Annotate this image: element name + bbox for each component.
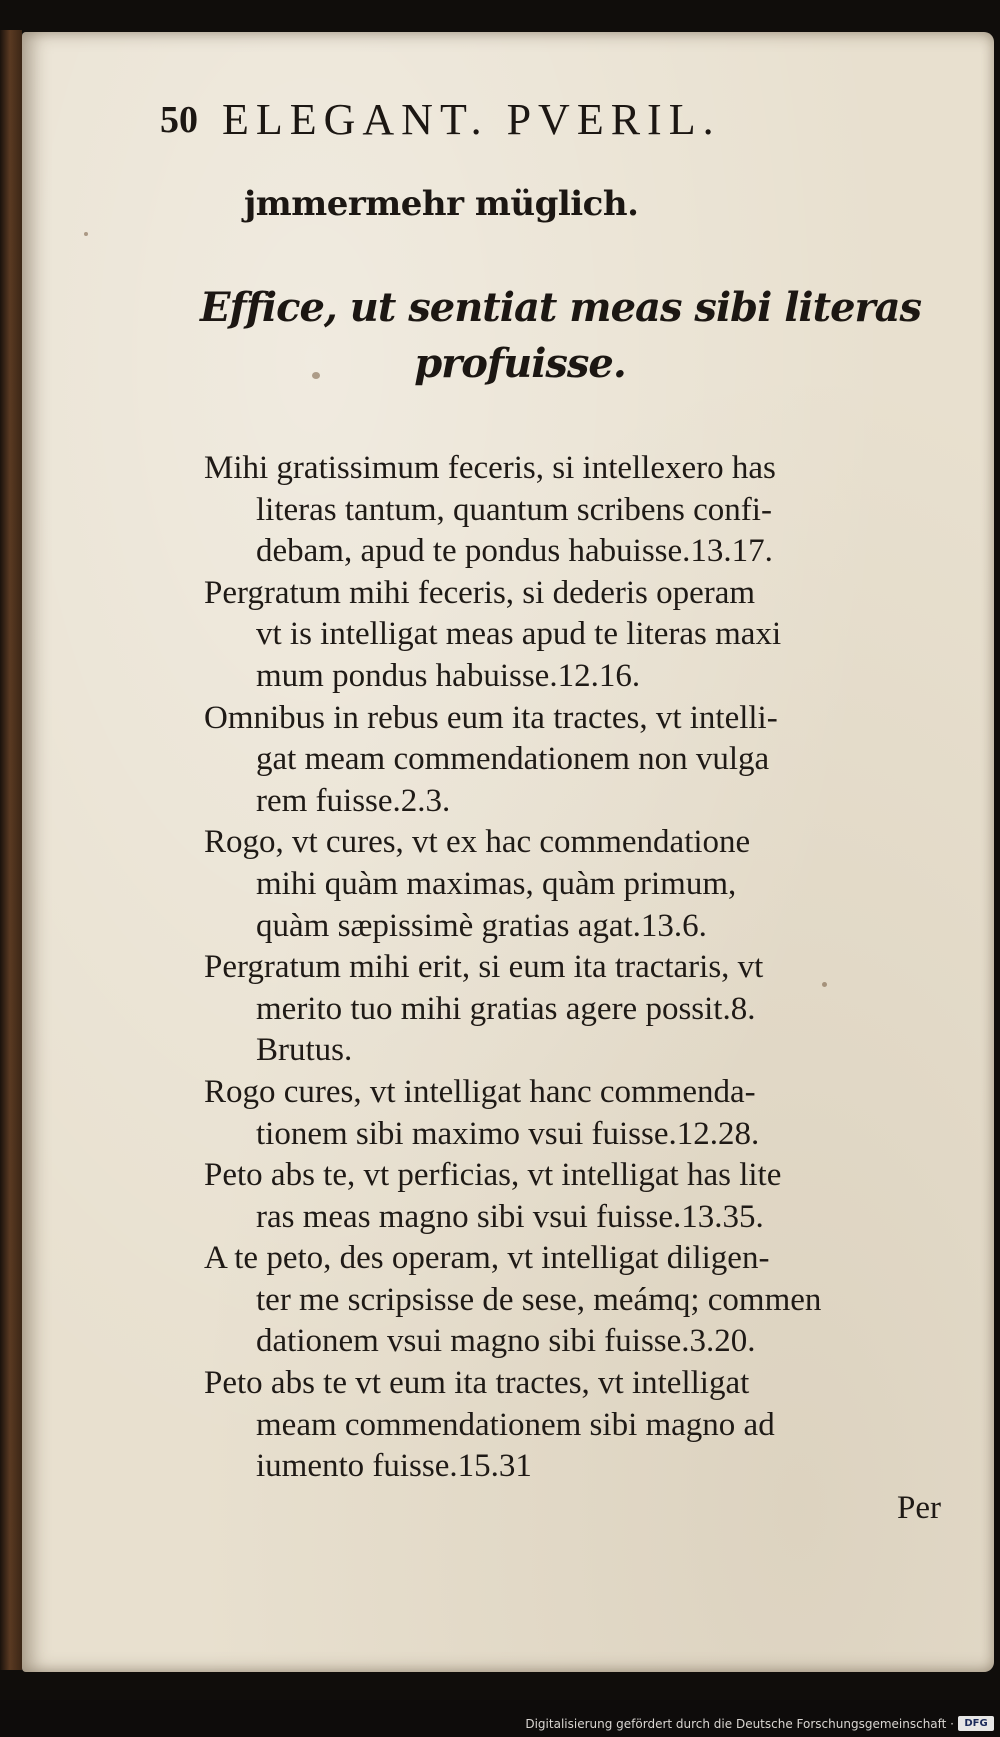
catchword: Per [897,1490,941,1526]
paragraph [204,1363,952,1488]
paragraph [204,698,952,823]
dfg-logo: DFG [958,1716,994,1731]
heading-line: Effice, ut sentiat meas sibi literas [200,284,922,331]
text-line: Omnibus in rebus eum ita tractes, vt intelli- [204,699,778,736]
paragraph [204,448,952,573]
text-line: Pergratum mihi feceris, si dederis operam [204,574,756,611]
text-line: Pergratum mihi erit, si eum ita tractaris, vt [204,949,764,986]
text-line: iumento fuisse.15.31 [256,1448,532,1485]
text-line: debam, apud te pondus habuisse.13.17. [256,533,773,570]
text-line: Rogo cures, vt intelligat hanc commenda- [204,1073,756,1110]
text-line: merito tuo mihi gratias agere possit.8. [256,990,756,1027]
paper-speck [84,232,88,236]
text-line: mihi quàm maximas, quàm primum, [256,865,737,902]
paragraph [204,1072,952,1155]
body-text [204,448,952,1488]
text-line: Peto abs te, vt perficias, vt intelligat has lite [204,1157,782,1194]
page-number: 50 [160,99,198,141]
digitization-credit: Digitalisierung gefördert durch die Deutsche Forschungsgemeinschaft · [525,1717,954,1731]
paragraph [204,1238,952,1363]
text-line: A te peto, des operam, vt intelligat diligen- [204,1240,770,1277]
text-line: vt is intelligat meas apud te literas maxi [256,616,782,653]
paragraph [204,573,952,698]
text-line: mum pondus habuisse.12.16. [256,657,641,694]
text-line: dationem vsui magno sibi fuisse.3.20. [256,1323,756,1360]
text-line: meam commendationem sibi magno ad [256,1406,775,1443]
german-gloss: jmmermehr müglich. [244,184,639,224]
text-line: ter me scripsisse de sese, meámq; commen [256,1281,822,1318]
section-heading [200,280,922,392]
text-line: ras meas magno sibi vsui fuisse.13.35. [256,1198,764,1235]
book-binding-edge [0,30,22,1670]
paragraph [204,947,952,1072]
text-line: Rogo, vt cures, vt ex hac commendatione [204,824,751,861]
text-line: quàm sæpissimè gratias agat.13.6. [256,907,707,944]
paragraph [204,1155,952,1238]
text-line: Mihi gratissimum feceris, si intellexero has [204,450,776,486]
running-head [160,94,900,154]
text-line: rem fuisse.2.3. [256,782,451,819]
text-line: Peto abs te vt eum ita tractes, vt intelligat [204,1365,750,1402]
paragraph [204,822,952,947]
text-line: tionem sibi maximo vsui fuisse.12.28. [256,1115,760,1152]
text-line: Brutus. [256,1032,353,1069]
heading-line: profuisse. [414,340,626,387]
text-line: literas tantum, quantum scribens confi- [256,491,772,528]
running-title: ELEGANT. PVERIL. [222,95,721,144]
text-line: gat meam commendationem non vulga [256,741,770,778]
